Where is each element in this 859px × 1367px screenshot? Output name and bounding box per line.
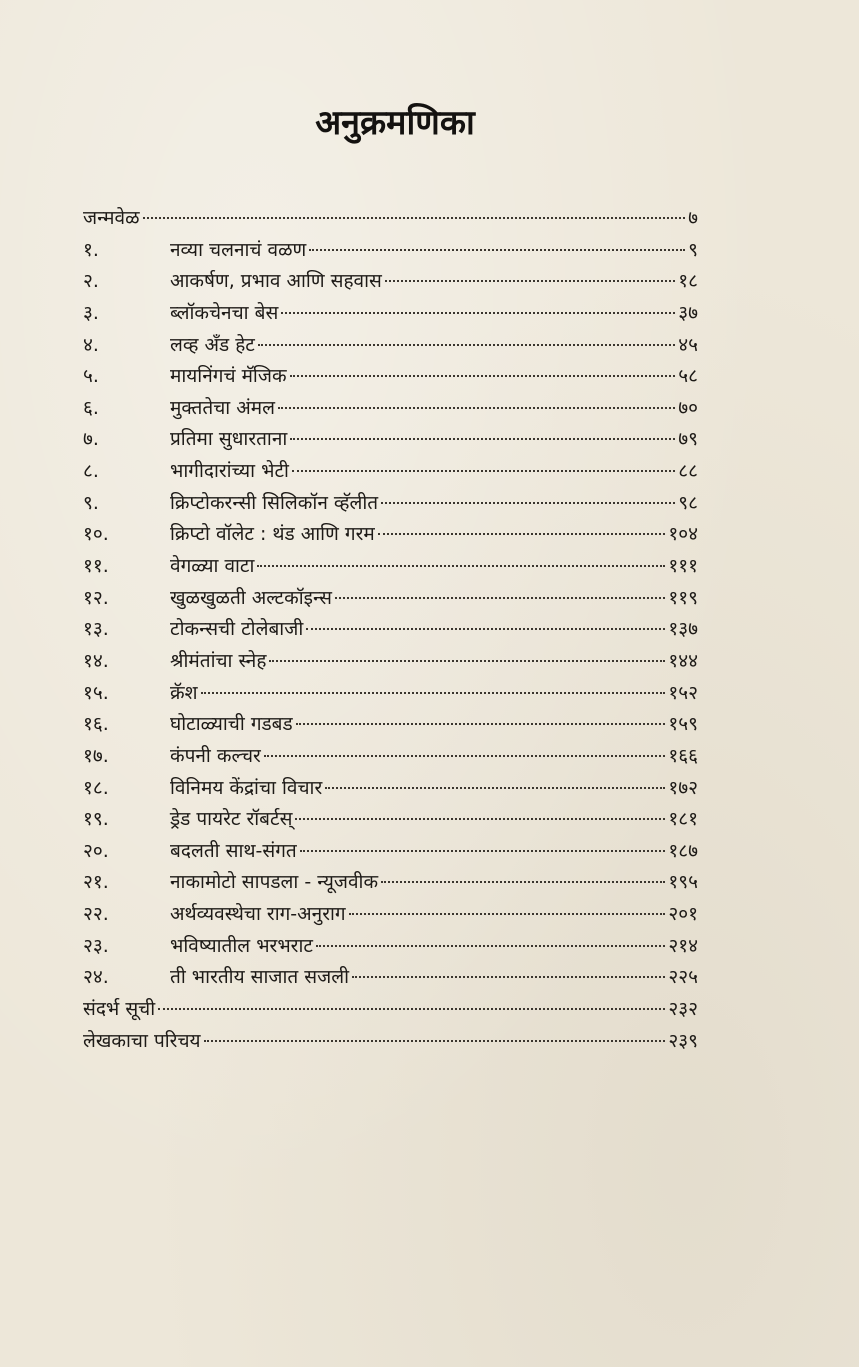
toc-entry bbox=[83, 804, 698, 836]
toc-entry-title: भागीदारांच्या भेटी bbox=[170, 460, 289, 483]
dot-leader bbox=[300, 850, 666, 852]
toc-entry-page-number: ९८ bbox=[678, 491, 698, 514]
toc-entry-page-number: ३७ bbox=[678, 301, 698, 324]
toc-entry bbox=[83, 393, 698, 425]
toc-entry-title: नव्या चलनाचं वळण bbox=[170, 238, 307, 261]
toc-entry-page-number: ७० bbox=[678, 396, 698, 419]
toc-entry-page-number: १५९ bbox=[668, 713, 698, 736]
toc-entry-number: १. bbox=[83, 238, 99, 261]
toc-entry-number: १६. bbox=[83, 713, 109, 736]
toc-entry-page-number: ९ bbox=[688, 238, 698, 261]
toc-entry bbox=[83, 836, 698, 868]
toc-entry-title: ड्रेड पायरेट रॉबर्टस् bbox=[170, 808, 293, 831]
toc-entry-page-number: १८७ bbox=[668, 839, 698, 862]
toc-entry-title: मायनिंगचं मॅजिक bbox=[170, 365, 287, 388]
toc-entry bbox=[83, 456, 698, 488]
toc-entry bbox=[83, 994, 698, 1026]
toc-entry-title: क्रॅश bbox=[170, 681, 198, 704]
dot-leader bbox=[143, 217, 686, 219]
toc-entry-number: २१. bbox=[83, 871, 109, 894]
toc-entry bbox=[83, 298, 698, 330]
toc-entry-title: क्रिप्टो वॉलेट : थंड आणि गरम bbox=[170, 523, 375, 546]
toc-entry bbox=[83, 551, 698, 583]
toc-entry bbox=[83, 266, 698, 298]
toc-entry-page-number: १५२ bbox=[668, 681, 698, 704]
toc-entry-title: बदलती साथ-संगत bbox=[170, 839, 297, 862]
toc-entry bbox=[83, 962, 698, 994]
toc-entry bbox=[83, 678, 698, 710]
toc-entry-page-number: २३२ bbox=[668, 998, 698, 1021]
dot-leader bbox=[201, 692, 666, 694]
toc-entry-number: ५. bbox=[83, 365, 99, 388]
dot-leader bbox=[158, 1008, 665, 1010]
toc-entry-page-number: १४४ bbox=[668, 649, 698, 672]
toc-entry-number: १५. bbox=[83, 681, 109, 704]
toc-entry bbox=[83, 741, 698, 773]
dot-leader bbox=[296, 723, 666, 725]
dot-leader bbox=[309, 249, 685, 251]
dot-leader bbox=[325, 787, 665, 789]
toc-entry bbox=[83, 646, 698, 678]
dot-leader bbox=[335, 597, 665, 599]
toc-entry bbox=[83, 867, 698, 899]
toc-entry-page-number: ८८ bbox=[678, 460, 698, 483]
toc-entry-page-number: १३७ bbox=[668, 618, 698, 641]
toc-entry-number: २०. bbox=[83, 839, 109, 862]
toc-entry-number: ६. bbox=[83, 396, 99, 419]
toc-entry-number: २४. bbox=[83, 966, 109, 989]
page-title: अनुक्रमणिका bbox=[315, 103, 475, 143]
toc-entry bbox=[83, 773, 698, 805]
toc-entry-number: १०. bbox=[83, 523, 109, 546]
toc-entry-number: ८. bbox=[83, 460, 99, 483]
toc-entry-number: १४. bbox=[83, 649, 109, 672]
toc-entry-title: संदर्भ सूची bbox=[83, 998, 156, 1021]
toc-entry-title: प्रतिमा सुधारताना bbox=[170, 428, 288, 451]
toc-entry bbox=[83, 330, 698, 362]
dot-leader bbox=[381, 881, 665, 883]
toc-entry-page-number: ७९ bbox=[678, 428, 698, 451]
toc-entry-title: घोटाळ्याची गडबड bbox=[170, 713, 293, 736]
toc-entry bbox=[83, 709, 698, 741]
toc-entry bbox=[83, 361, 698, 393]
toc-entry-title: टोकन्सची टोलेबाजी bbox=[170, 618, 304, 641]
toc-entry-number: ७. bbox=[83, 428, 99, 451]
toc-entry-number: ९. bbox=[83, 491, 99, 514]
dot-leader bbox=[378, 533, 666, 535]
dot-leader bbox=[204, 1040, 666, 1042]
toc-entry-title: नाकामोटो सापडला - न्यूजवीक bbox=[170, 871, 379, 894]
toc-entry-number: १२. bbox=[83, 586, 109, 609]
toc-entry-number: १८. bbox=[83, 776, 109, 799]
toc-entry-page-number: १८१ bbox=[668, 808, 698, 831]
toc-entry-page-number: १७२ bbox=[668, 776, 698, 799]
toc-entry bbox=[83, 488, 698, 520]
toc-entry-page-number: २०१ bbox=[668, 903, 698, 926]
toc-entry-page-number: १११ bbox=[668, 555, 698, 578]
toc-entry-title: लव्ह अँड हेट bbox=[170, 333, 255, 356]
dot-leader bbox=[352, 976, 665, 978]
toc-entry bbox=[83, 235, 698, 267]
toc-entry-page-number: २३९ bbox=[668, 1029, 698, 1052]
toc-entry-page-number: १९५ bbox=[668, 871, 698, 894]
toc-entry bbox=[83, 1026, 698, 1058]
toc-entry-page-number: २१४ bbox=[668, 934, 698, 957]
dot-leader bbox=[269, 660, 665, 662]
toc-entry-page-number: ४५ bbox=[678, 333, 698, 356]
toc-entry-page-number: ५८ bbox=[678, 365, 698, 388]
toc-entry-number: २३. bbox=[83, 934, 109, 957]
dot-leader bbox=[281, 312, 675, 314]
dot-leader bbox=[349, 913, 666, 915]
toc-entry bbox=[83, 614, 698, 646]
toc-entry-number: १३. bbox=[83, 618, 109, 641]
dot-leader bbox=[257, 565, 665, 567]
dot-leader bbox=[316, 945, 665, 947]
toc-entry-page-number: १०४ bbox=[668, 523, 698, 546]
toc-entry-title: जन्मवेळ bbox=[83, 207, 140, 229]
toc-entry bbox=[83, 519, 698, 551]
toc-entry-title: भविष्यातील भरभराट bbox=[170, 934, 313, 957]
toc-entry bbox=[83, 899, 698, 931]
toc-entry bbox=[83, 203, 698, 235]
toc-entry-page-number: १८ bbox=[678, 270, 698, 293]
dot-leader bbox=[385, 280, 675, 282]
toc-entry-title: कंपनी कल्चर bbox=[170, 744, 261, 767]
toc-entry-number: ४. bbox=[83, 333, 99, 356]
toc-entry-number: १७. bbox=[83, 744, 109, 767]
toc-entry-page-number: १६६ bbox=[668, 744, 698, 767]
toc-entry-title: आकर्षण, प्रभाव आणि सहवास bbox=[170, 270, 382, 293]
toc-entry-title: वेगळ्या वाटा bbox=[170, 555, 255, 578]
toc-entry-number: २२. bbox=[83, 903, 109, 926]
toc-entry-title: क्रिप्टोकरन्सी सिलिकॉन व्हॅलीत bbox=[170, 491, 379, 514]
toc-entry-number: ११. bbox=[83, 555, 109, 578]
toc-entry-title: खुळखुळती अल्टकॉइन्स bbox=[170, 586, 332, 609]
dot-leader bbox=[306, 628, 665, 630]
toc-entry-page-number: ७ bbox=[688, 207, 698, 229]
toc-entry bbox=[83, 931, 698, 963]
toc-entry-number: ३. bbox=[83, 301, 99, 324]
toc-entry-title: अर्थव्यवस्थेचा राग-अनुराग bbox=[170, 903, 346, 926]
toc-entry-title: श्रीमंतांचा स्नेह bbox=[170, 649, 267, 672]
toc-entry-title: ती भारतीय साजात सजली bbox=[170, 966, 350, 989]
toc-entry bbox=[83, 424, 698, 456]
dot-leader bbox=[295, 818, 665, 820]
dot-leader bbox=[278, 407, 675, 409]
table-of-contents bbox=[83, 203, 698, 1057]
toc-entry-page-number: ११९ bbox=[668, 586, 698, 609]
toc-entry-number: २. bbox=[83, 270, 99, 293]
toc-entry-number: १९. bbox=[83, 808, 109, 831]
dot-leader bbox=[264, 755, 666, 757]
toc-entry-title: मुक्ततेचा अंमल bbox=[170, 396, 275, 419]
toc-entry-title: ब्लॉकचेनचा बेस bbox=[170, 301, 279, 324]
dot-leader bbox=[381, 502, 675, 504]
dot-leader bbox=[292, 470, 675, 472]
toc-entry-page-number: २२५ bbox=[668, 966, 698, 989]
toc-entry bbox=[83, 583, 698, 615]
toc-entry-title: विनिमय केंद्रांचा विचार bbox=[170, 776, 323, 799]
toc-entry-title: लेखकाचा परिचय bbox=[83, 1029, 201, 1052]
dot-leader bbox=[290, 438, 675, 440]
dot-leader bbox=[290, 375, 676, 377]
dot-leader bbox=[258, 344, 675, 346]
